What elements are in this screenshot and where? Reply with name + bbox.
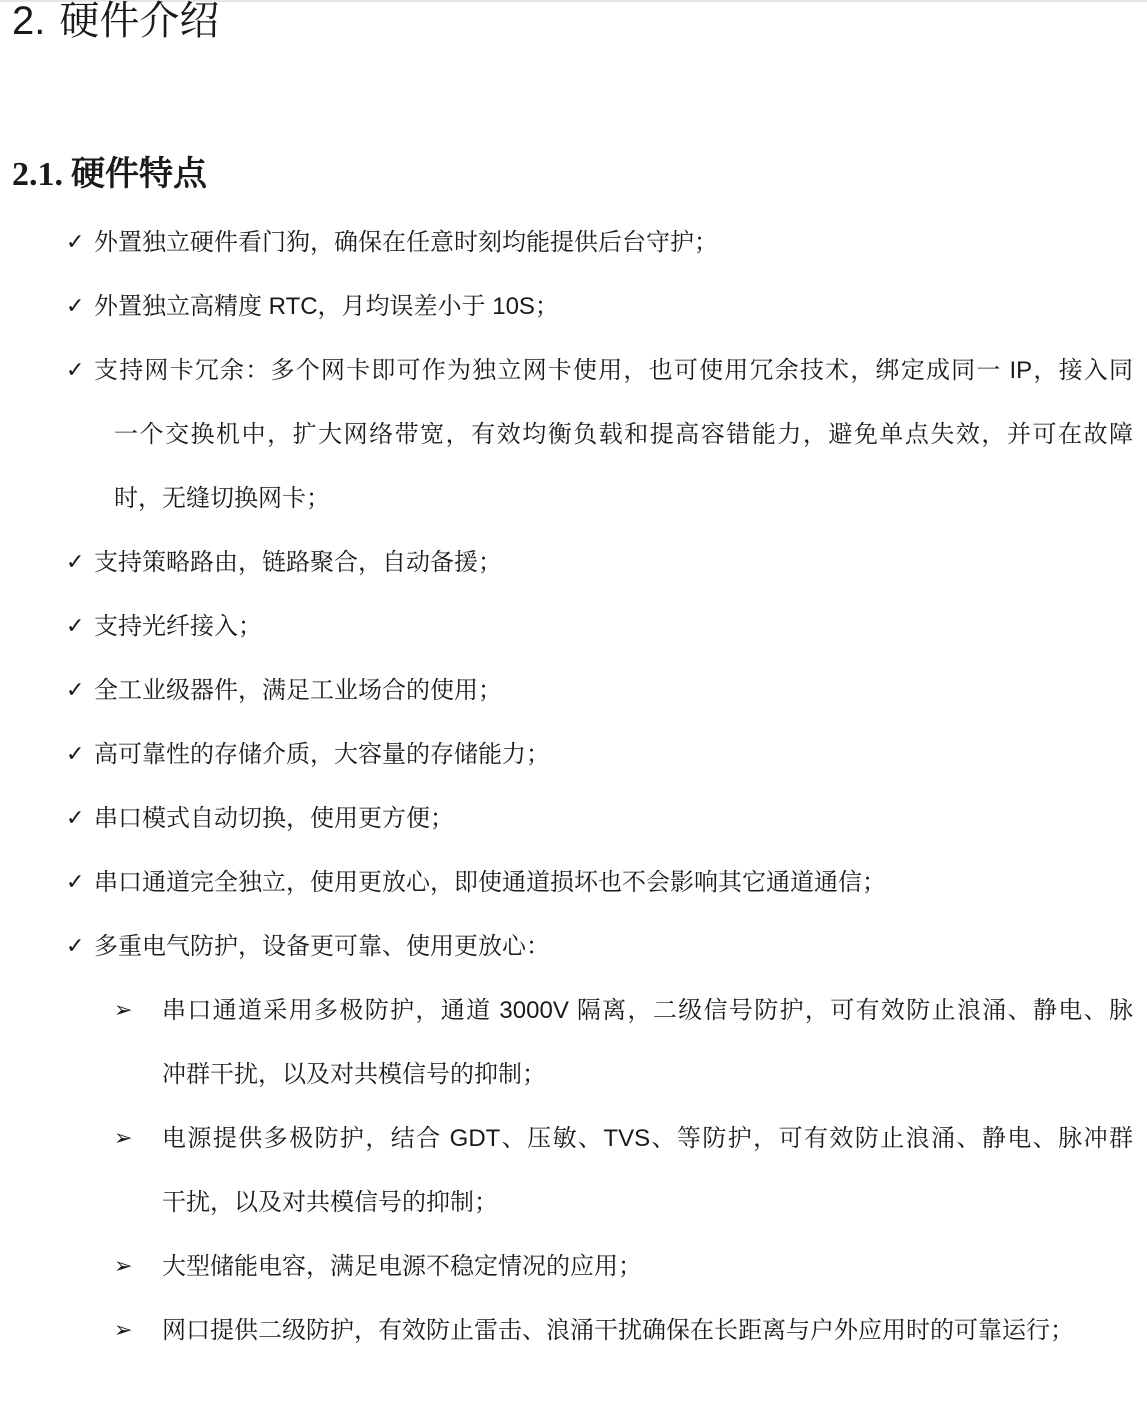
sub-list-item-text: 网口提供二级防护，有效防止雷击、浪涌干扰确保在长距离与户外应用时的可靠运行； [162, 1317, 1074, 1344]
list-item [0, 211, 1147, 275]
list-item-text: 串口模式自动切换，使用更方便； [94, 805, 454, 832]
check-icon: ✓ [66, 678, 85, 703]
list-item [0, 595, 1147, 659]
check-icon: ✓ [66, 806, 85, 831]
subsection-title: 硬件特点 [71, 156, 207, 193]
sub-list-item [0, 1299, 1147, 1363]
list-item [0, 659, 1147, 723]
list-item-text: 支持网卡冗余：多个网卡即可作为独立网卡使用，也可使用冗余技术，绑定成同一 IP，接入同 [94, 357, 1133, 384]
list-item-text: 外置独立高精度 RTC，月均误差小于 10S； [94, 293, 559, 320]
list-item-text: 支持光纤接入； [94, 613, 262, 640]
list-item-text: 外置独立硬件看门狗，确保在任意时刻均能提供后台守护； [94, 229, 718, 256]
list-item [0, 531, 1147, 595]
arrow-bullet-icon: ➢ [114, 1126, 133, 1151]
sub-feature-group [0, 979, 1147, 1363]
section-number: 2. [12, 0, 46, 43]
list-item-text: 串口通道完全独立，使用更放心，即使通道损坏也不会影响其它通道通信； [94, 869, 886, 896]
sub-list-item-text: 大型储能电容，满足电源不稳定情况的应用； [162, 1253, 642, 1280]
arrow-bullet-icon: ➢ [114, 1318, 133, 1343]
sub-list-item [0, 1235, 1147, 1299]
subsection-heading [12, 150, 207, 200]
list-item [0, 723, 1147, 787]
list-item-text-continued: 时，无缝切换网卡； [114, 485, 330, 512]
check-icon: ✓ [66, 742, 85, 767]
check-icon: ✓ [66, 934, 85, 959]
sub-feature-list [0, 979, 1147, 1363]
list-item [0, 339, 1147, 531]
sub-list-item [0, 979, 1147, 1107]
list-item-text-continued: 一个交换机中，扩大网络带宽，有效均衡负载和提高容错能力，避免单点失效，并可在故障 [114, 421, 1133, 448]
arrow-bullet-icon: ➢ [114, 1254, 133, 1279]
sub-list-item-text-continued: 干扰，以及对共模信号的抑制； [162, 1189, 498, 1216]
list-item-text: 支持策略路由，链路聚合，自动备援； [94, 549, 502, 576]
check-icon: ✓ [66, 550, 85, 575]
check-icon: ✓ [66, 870, 85, 895]
check-icon: ✓ [66, 230, 85, 255]
check-icon: ✓ [66, 614, 85, 639]
arrow-bullet-icon: ➢ [114, 998, 133, 1023]
list-item [0, 851, 1147, 915]
list-item [0, 915, 1147, 979]
sub-list-item-text: 串口通道采用多极防护，通道 3000V 隔离，二级信号防护，可有效防止浪涌、静电、脉 [162, 997, 1133, 1024]
check-icon: ✓ [66, 358, 85, 383]
subsection-number: 2.1. [12, 156, 63, 193]
list-item-text: 全工业级器件，满足工业场合的使用； [94, 677, 502, 704]
list-item-text: 多重电气防护，设备更可靠、使用更放心： [94, 933, 550, 960]
list-item-text: 高可靠性的存储介质，大容量的存储能力； [94, 741, 550, 768]
sub-list-item [0, 1107, 1147, 1235]
sub-list-item-text-continued: 冲群干扰，以及对共模信号的抑制； [162, 1061, 546, 1088]
list-item [0, 787, 1147, 851]
section-heading [12, 0, 219, 48]
feature-list [0, 211, 1147, 1363]
section-title: 硬件介绍 [59, 0, 220, 43]
sub-list-item-text: 电源提供多极防护，结合 GDT、压敏、TVS、等防护，可有效防止浪涌、静电、脉冲群 [162, 1125, 1133, 1152]
list-item [0, 275, 1147, 339]
check-icon: ✓ [66, 294, 85, 319]
